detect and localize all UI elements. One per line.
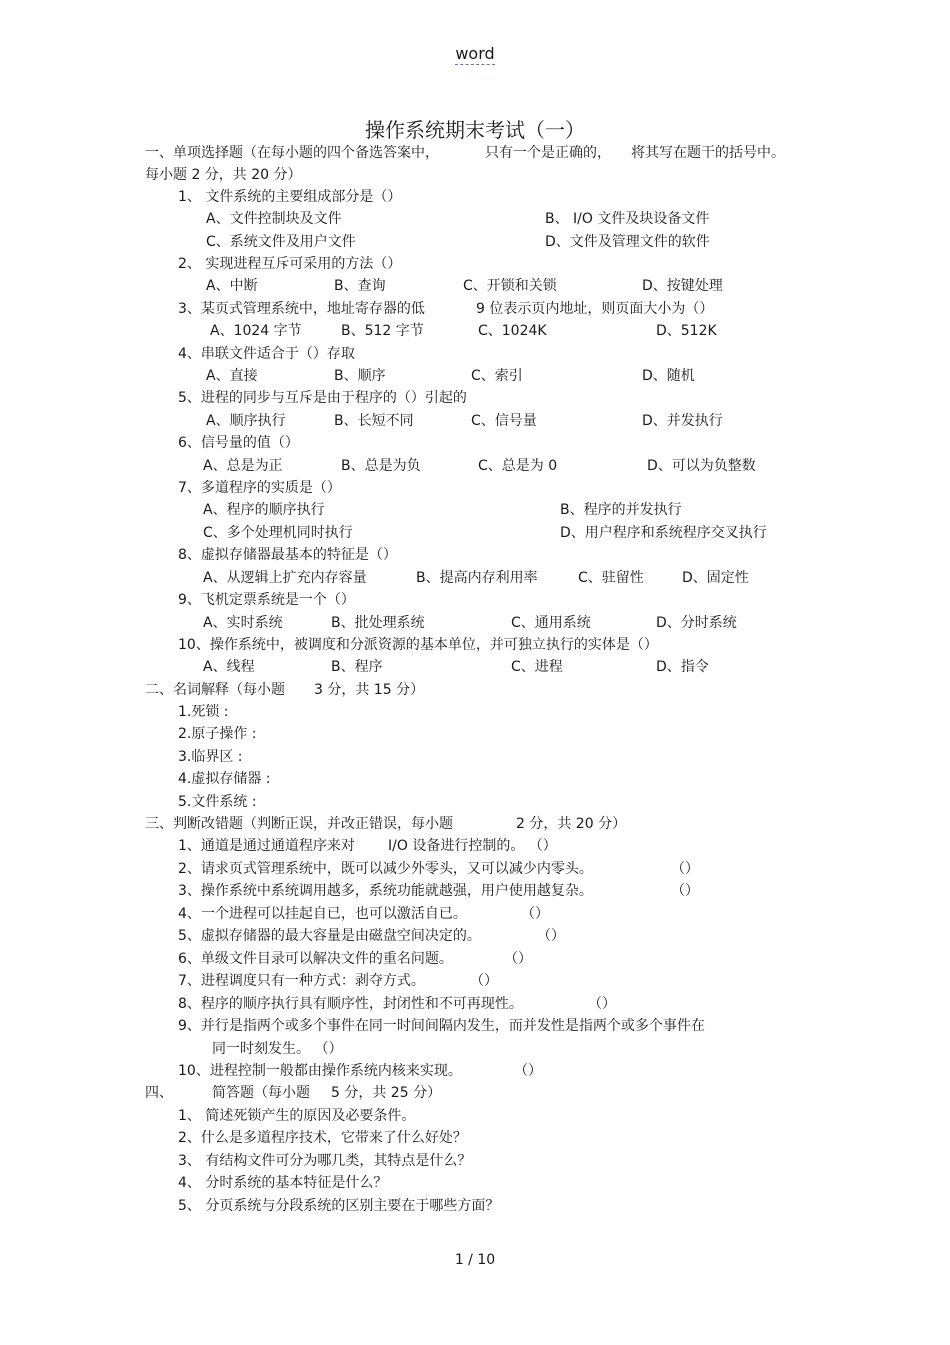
q9-option-d: D、分时系统 (656, 615, 737, 631)
q5-option-a: A、顺序执行 (206, 413, 286, 429)
q4-option-a: A、直接 (206, 368, 258, 384)
judge-2-paren: （） (671, 861, 699, 877)
question-6: 6、信号量的值（） (178, 435, 299, 451)
q7-option-c: C、多个处理机同时执行 (203, 525, 353, 541)
q2-option-a: A、中断 (206, 278, 258, 294)
section2-heading-b: 3 分，共 15 分） (314, 682, 425, 698)
section4-heading-b: 简答题（每小题 (212, 1085, 310, 1101)
q6-option-d: D、可以为负整数 (647, 458, 756, 474)
judge-1-b: I/O 设备进行控制的。 （） (388, 838, 557, 854)
judge-8-paren: （） (588, 996, 616, 1012)
section2-heading: 二、名词解释（每小题 (145, 682, 285, 698)
q6-option-a: A、总是为正 (203, 458, 283, 474)
judge-5-paren: （） (537, 928, 565, 944)
section1-heading-b: 只有一个是正确的， (485, 145, 611, 161)
judge-1: 1、通道是通过通道程序来对 (178, 838, 355, 854)
q1-option-a: A、文件控制块及文件 (206, 211, 342, 227)
judge-5: 5、虚拟存储器的最大容量是由磁盘空间决定的。 (178, 928, 481, 944)
q2-option-b: B、查询 (334, 278, 386, 294)
q3-option-c: C、1024K (478, 323, 547, 339)
judge-8: 8、程序的顺序执行具有顺序性，封闭性和不可再现性。 (178, 996, 523, 1012)
q4-option-d: D、随机 (642, 368, 695, 384)
term-3: 3.临界区 : (178, 749, 243, 765)
q8-option-a: A、从逻辑上扩充内存容量 (203, 570, 367, 586)
section3-heading: 三、判断改错题（判断正误，并改正错误，每小题 (145, 816, 453, 832)
short-answer-1: 1、 简述死锁产生的原因及必要条件。 (178, 1108, 416, 1124)
q1-option-c: C、系统文件及用户文件 (206, 234, 356, 250)
judge-2: 2、请求页式管理系统中，既可以减少外零头，又可以减少内零头。 (178, 861, 593, 877)
q10-option-b: B、程序 (331, 659, 383, 675)
question-4: 4、串联文件适合于（）存取 (178, 346, 355, 362)
short-answer-5: 5、 分页系统与分段系统的区别主要在于哪些方面？ (178, 1198, 500, 1214)
short-answer-2: 2、什么是多道程序技术，它带来了什么好处？ (178, 1130, 467, 1146)
section1-heading: 一、单项选择题（在每小题的四个备选答案中， (145, 145, 439, 161)
page-number: 1 / 10 (454, 1252, 496, 1268)
q8-option-d: D、固定性 (682, 570, 749, 586)
q1-option-d: D、文件及管理文件的软件 (545, 234, 710, 250)
section1-heading-c: 将其写在题干的括号中。 (631, 145, 785, 161)
q10-option-c: C、进程 (511, 659, 563, 675)
q9-option-c: C、通用系统 (511, 615, 591, 631)
question-7: 7、多道程序的实质是（） (178, 480, 341, 496)
question-9: 9、飞机定票系统是一个（） (178, 592, 355, 608)
q9-option-b: B、批处理系统 (331, 615, 425, 631)
q5-option-b: B、长短不同 (334, 413, 414, 429)
q8-option-c: C、驻留性 (578, 570, 644, 586)
term-4: 4.虚拟存储器 : (178, 771, 271, 787)
q3-option-b: B、512 字节 (341, 323, 424, 339)
term-2: 2.原子操作 : (178, 726, 257, 742)
q1-option-b: B、 I/O 文件及块设备文件 (545, 211, 710, 227)
q9-option-a: A、实时系统 (203, 615, 283, 631)
q7-option-a: A、程序的顺序执行 (203, 502, 325, 518)
judge-9: 9、并行是指两个或多个事件在同一时间间隔内发生，而并发性是指两个或多个事件在 (178, 1018, 705, 1034)
q10-option-a: A、线程 (203, 659, 255, 675)
header-word: word (455, 44, 495, 63)
short-answer-3: 3、 有结构文件可分为哪几类，其特点是什么？ (178, 1153, 472, 1169)
question-2: 2、 实现进程互斥可采用的方法（） (178, 256, 402, 272)
q3-option-a: A、1024 字节 (210, 323, 302, 339)
term-5: 5.文件系统 : (178, 794, 257, 810)
q4-option-b: B、顺序 (334, 368, 386, 384)
judge-7: 7、进程调度只有一种方式：剥夺方式。 (178, 973, 425, 989)
q2-option-c: C、开锁和关锁 (463, 278, 557, 294)
question-1: 1、 文件系统的主要组成部分是（） (178, 189, 402, 205)
q6-option-b: B、总是为负 (341, 458, 421, 474)
document-title: 操作系统期末考试（一） (365, 118, 585, 142)
question-10: 10、操作系统中，被调度和分派资源的基本单位，并可独立执行的实体是（） (178, 637, 658, 653)
section4-heading-c: 5 分，共 25 分） (331, 1085, 442, 1101)
q10-option-d: D、指令 (656, 659, 709, 675)
judge-6: 6、单级文件目录可以解决文件的重名问题。 (178, 951, 453, 967)
q8-option-b: B、提高内存利用率 (416, 570, 538, 586)
q3-option-d: D、512K (656, 323, 717, 339)
short-answer-4: 4、 分时系统的基本特征是什么？ (178, 1175, 388, 1191)
judge-7-paren: （） (470, 973, 498, 989)
q7-option-d: D、用户程序和系统程序交叉执行 (560, 525, 767, 541)
judge-10-paren: （） (514, 1063, 542, 1079)
section3-heading-b: 2 分，共 20 分） (516, 816, 627, 832)
q4-option-c: C、索引 (471, 368, 523, 384)
judge-4: 4、一个进程可以挂起自已，也可以激活自已。 (178, 906, 467, 922)
question-3: 3、某页式管理系统中，地址寄存器的低 (178, 301, 425, 317)
term-1: 1.死锁 : (178, 704, 229, 720)
q6-option-c: C、总是为 0 (478, 458, 558, 474)
judge-6-paren: （） (504, 951, 532, 967)
section4-heading: 四、 (145, 1085, 173, 1101)
question-8: 8、虚拟存储器最基本的特征是（） (178, 547, 397, 563)
section1-heading2: 每小题 2 分，共 20 分） (145, 167, 302, 183)
judge-3-paren: （） (671, 883, 699, 899)
judge-3: 3、操作系统中系统调用越多，系统功能就越强，用户使用越复杂。 (178, 883, 593, 899)
judge-9-b: 同一时刻发生。 （） (212, 1041, 343, 1057)
q5-option-d: D、并发执行 (642, 413, 723, 429)
question-5: 5、进程的同步与互斥是由于程序的（）引起的 (178, 390, 467, 406)
q2-option-d: D、按键处理 (642, 278, 723, 294)
judge-4-paren: （） (521, 906, 549, 922)
q7-option-b: B、程序的并发执行 (560, 502, 682, 518)
q5-option-c: C、信号量 (471, 413, 537, 429)
page-header (0, 44, 950, 64)
judge-10: 10、进程控制一般都由操作系统内核来实现。 (178, 1063, 462, 1079)
question-3-b: 9 位表示页内地址，则页面大小为（） (476, 301, 714, 317)
